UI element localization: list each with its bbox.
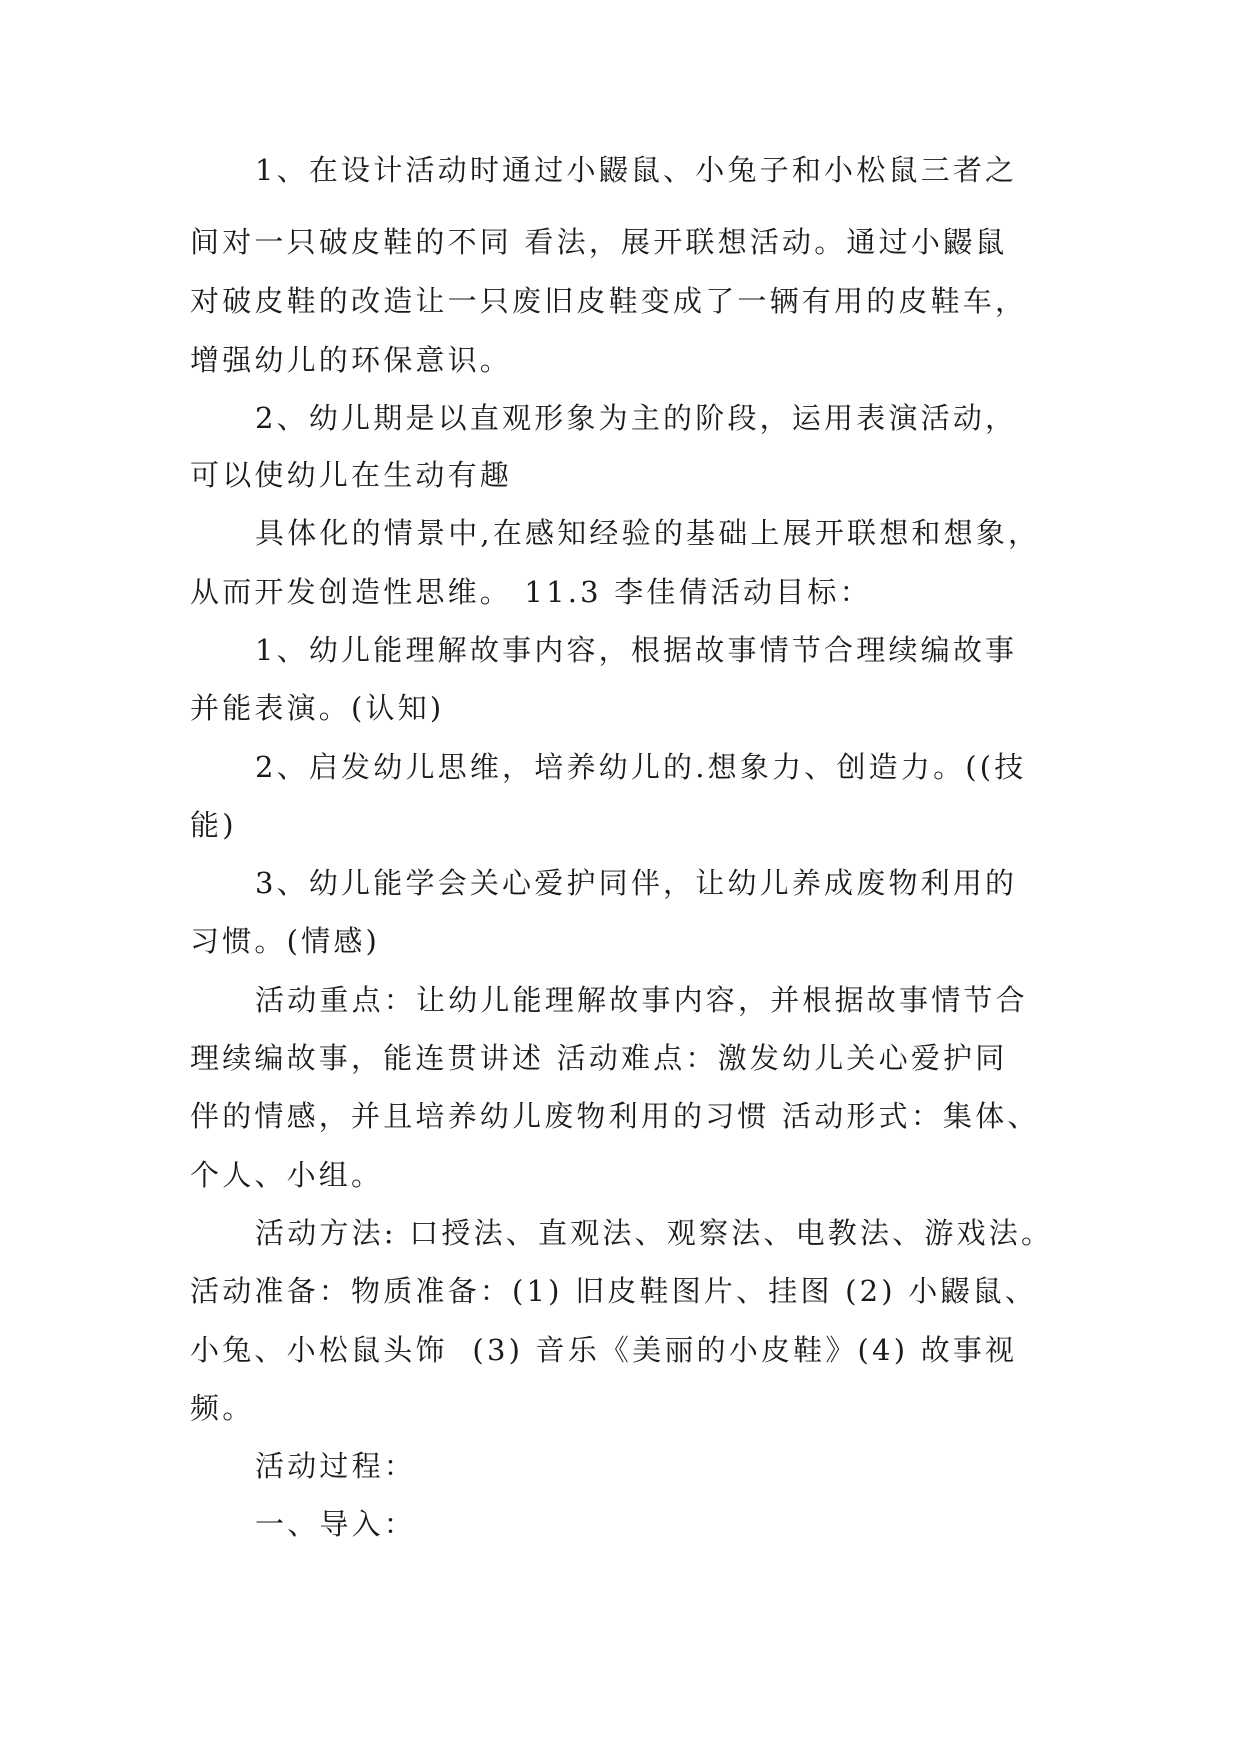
text-line: 3、幼儿能学会关心爱护同伴，让幼儿养成废物利用的 bbox=[255, 866, 1018, 900]
text-line: 习惯。(情感) bbox=[190, 924, 381, 958]
text-line: 对破皮鞋的改造让一只废旧皮鞋变成了一辆有用的皮鞋车， bbox=[190, 284, 1028, 318]
text-line: 2、幼儿期是以直观形象为主的阶段，运用表演活动， bbox=[255, 401, 1018, 435]
text-line: 具体化的情景中,在感知经验的基础上展开联想和想象， bbox=[255, 516, 1041, 550]
text-line: 个人、小组。 bbox=[190, 1158, 384, 1192]
text-line: 并能表演。(认知) bbox=[190, 691, 445, 725]
text-line: 理续编故事，能连贯讲述 活动难点：激发幼儿关心爱护同 bbox=[190, 1041, 1008, 1075]
text-line: 能) bbox=[190, 808, 237, 842]
text-line: 可以使幼儿在生动有趣 bbox=[190, 458, 513, 492]
text-line: 2、启发幼儿思维，培养幼儿的.想象力、创造力。((技 bbox=[255, 750, 1027, 784]
text-line: 间对一只破皮鞋的不同 看法，展开联想活动。通过小鼹鼠 bbox=[190, 225, 1008, 259]
text-line: 伴的情感，并且培养幼儿废物利用的习惯 活动形式：集体、 bbox=[190, 1099, 1040, 1133]
text-line: 一、导入： bbox=[255, 1507, 417, 1541]
text-line: 小兔、小松鼠头饰 (3) 音乐《美丽的小皮鞋》(4) 故事视 bbox=[190, 1333, 1018, 1367]
text-line: 1、幼儿能理解故事内容，根据故事情节合理续编故事 bbox=[255, 633, 1018, 667]
text-line: 频。 bbox=[190, 1391, 255, 1425]
text-line: 活动重点：让幼儿能理解故事内容，并根据故事情节合 bbox=[255, 983, 1028, 1017]
text-line: 增强幼儿的环保意识。 bbox=[190, 343, 513, 377]
text-line: 活动方法: 口授法、直观法、观察法、电教法、游戏法。 bbox=[255, 1216, 1054, 1250]
text-line: 活动准备：物质准备：(1) 旧皮鞋图片、挂图 (2) 小鼹鼠、 bbox=[190, 1274, 1038, 1308]
text-line: 1、在设计活动时通过小鼹鼠、小兔子和小松鼠三者之 bbox=[255, 153, 1018, 187]
text-line: 从而开发创造性思维。 11.3 李佳倩活动目标： bbox=[190, 575, 872, 609]
text-line: 活动过程： bbox=[255, 1449, 417, 1483]
